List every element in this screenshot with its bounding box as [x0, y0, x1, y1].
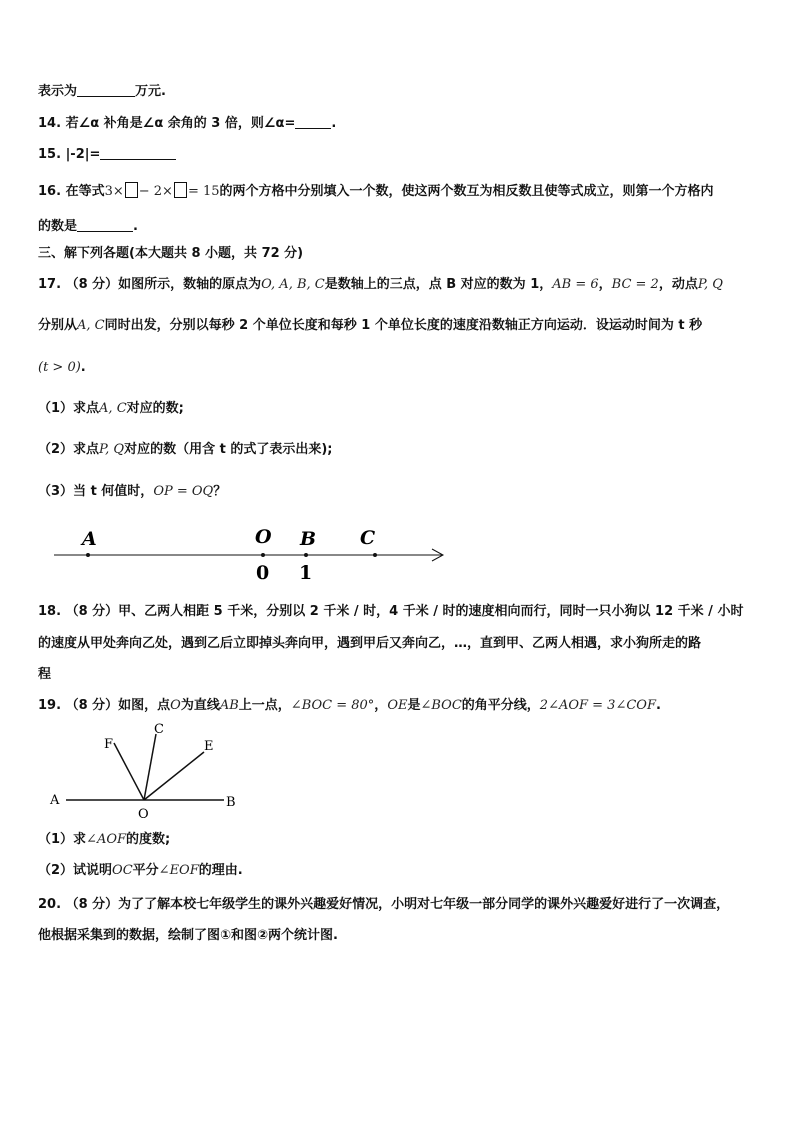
label-f: F	[104, 737, 114, 752]
question-17-sub3: （3）当 t 何值时，OP = OQ？	[38, 484, 227, 499]
ray-oc	[144, 734, 156, 800]
label-e: E	[204, 739, 214, 754]
question-19-sub2: （2）试说明OC平分∠EOF的理由.	[38, 863, 243, 878]
tick-0: 0	[256, 562, 270, 584]
point-o-dot	[261, 553, 265, 557]
question-16-line1: 16. 在等式3× − 2× = 15的两个方格中分别填入一个数，使这两个数互为相反数且使等式成立，则第一个方格内	[38, 184, 714, 199]
answer-blank	[77, 219, 133, 232]
question-19-sub1: （1）求∠AOF的度数;	[38, 832, 171, 847]
point-a-dot	[86, 553, 90, 557]
answer-blank	[100, 147, 176, 160]
point-c-dot	[373, 553, 377, 557]
question-17-sub1: （1）求点A, C对应的数;	[38, 401, 184, 416]
number-line-figure	[50, 522, 450, 584]
label-o: O	[138, 807, 149, 822]
label-a: A	[82, 528, 97, 550]
fill-box-1	[125, 182, 138, 198]
ray-oe	[144, 752, 204, 800]
label-b: B	[226, 795, 236, 810]
question-14: 14. 若∠α 补角是∠α 余角的 3 倍，则∠α= .	[38, 116, 337, 131]
ray-of	[114, 743, 144, 800]
question-17-line1: 17. （8 分）如图所示，数轴的原点为O, A, B, C是数轴上的三点，点 B 对应的数为 1，AB = 6，BC = 2，动点P, Q	[38, 277, 723, 292]
fill-box-2	[174, 182, 187, 198]
question-20-line2: 他根据采集到的数据，绘制了图①和图②两个统计图.	[38, 928, 338, 943]
question-18-line2: 的速度从甲处奔向乙处，遇到乙后立即掉头奔向甲，遇到甲后又奔向乙，…，直到甲、乙两人相遇，求小狗所走的路	[38, 636, 702, 651]
answer-blank	[77, 84, 135, 97]
question-18-line3: 程	[38, 667, 52, 682]
question-18-line1: 18. （8 分）甲、乙两人相距 5 千米，分别以 2 千米 / 时，4 千米 / 时的速度相向而行，同时一只小狗以 12 千米 / 小时	[38, 604, 744, 619]
label-o: O	[255, 526, 272, 548]
question-16-line2: 的数是 .	[38, 219, 138, 234]
point-b-dot	[304, 553, 308, 557]
q13-tail: 表示为 万元.	[38, 84, 166, 99]
label-c: C	[154, 722, 164, 737]
label-b: B	[300, 528, 317, 550]
tick-1: 1	[299, 562, 313, 584]
question-17-line2: 分别从A, C同时出发，分别以每秒 2 个单位长度和每秒 1 个单位长度的速度沿数轴正方向运动．设运动时间为 t 秒	[38, 318, 703, 333]
label-c: C	[360, 527, 376, 549]
question-19-line1: 19. （8 分）如图，点O为直线AB上一点，∠BOC = 80°，OE是∠BOC的角平分线，2∠AOF = 3∠COF.	[38, 698, 661, 713]
question-17-sub2: （2）求点P, Q对应的数（用含 t 的式了表示出来);	[38, 442, 333, 457]
question-15: 15. |-2|=	[38, 147, 176, 163]
question-20-line1: 20. （8 分）为了了解本校七年级学生的课外兴趣爱好情况，小明对七年级一部分同学的课外兴趣爱好进行了一次调查，	[38, 897, 730, 912]
angle-figure	[46, 718, 246, 824]
label-a: A	[50, 793, 60, 808]
answer-blank	[295, 116, 331, 129]
section-heading: 三、解下列各题(本大题共 8 小题，共 72 分)	[38, 246, 304, 261]
question-17-line3: (t > 0).	[38, 360, 86, 375]
